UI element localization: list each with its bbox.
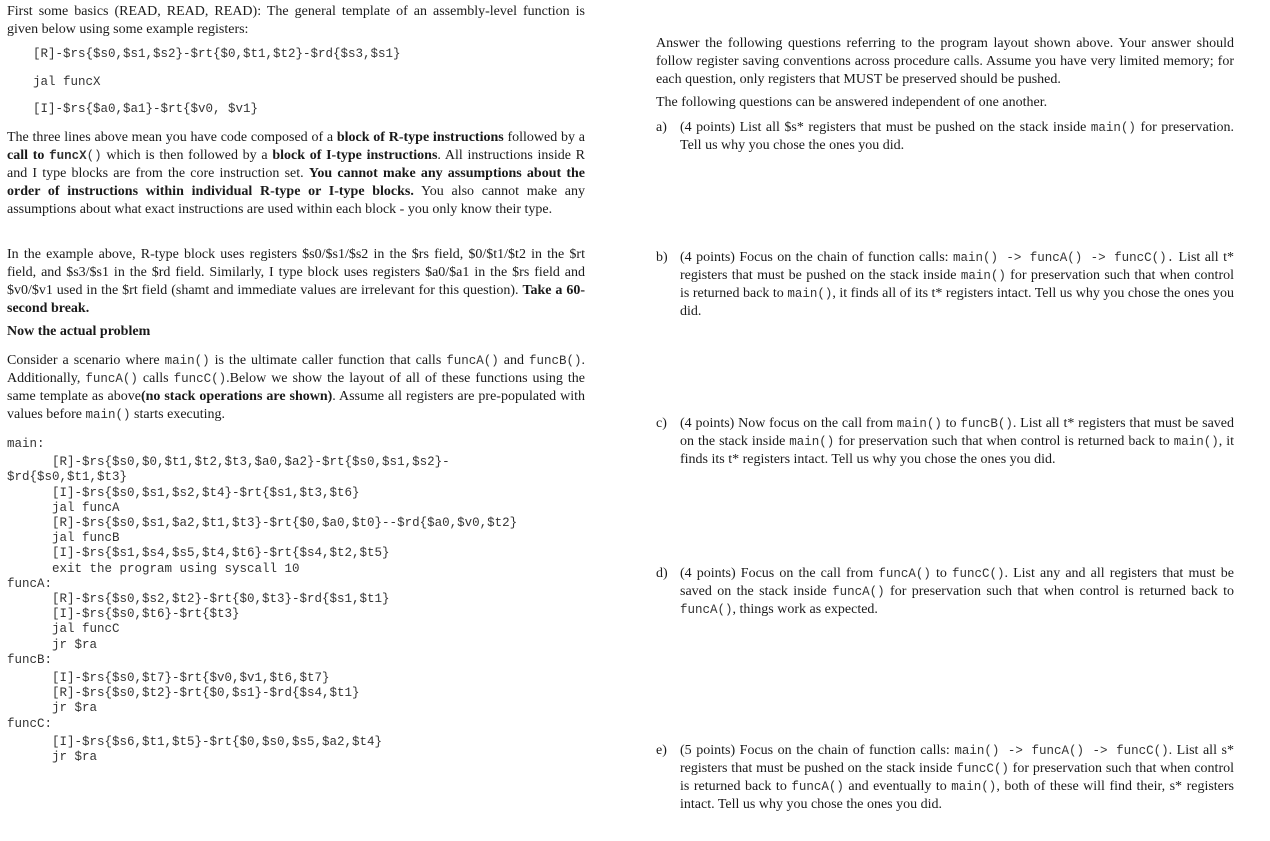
question-e [656, 742, 1234, 814]
funcB-line-2: [R]-$rs{$s0,$t2}-$rt{$0,$s1}-$rd{$s4,$t1} [7, 686, 360, 701]
code-listing [7, 437, 517, 765]
example-jal-line: jal funcX [33, 75, 101, 89]
main-line-4: jal funcA [7, 500, 120, 515]
question-label: c) [656, 416, 667, 431]
question-text: (5 points) Focus on the chain of function calls: main() -> funcA() -> funcC(). List all s* registers that must be pushed on the stack inside funcC() for preservation such that when control is returned back to funcA() and eventually to main(), both of these will find their, s* registers intact. Tell us why you chose the ones you did. [680, 743, 1234, 812]
main-line-1: [R]-$rs{$s0,$0,$t1,$t2,$t3,$a0,$a2}-$rt{$s0,$s1,$s2}- [7, 455, 450, 470]
question-c [656, 415, 1234, 469]
question-label: d) [656, 566, 668, 581]
funcC-line-1: [I]-$rs{$s6,$t1,$t5}-$rt{$0,$s0,$s5,$a2,$t4} [7, 734, 383, 749]
question-b [656, 249, 1234, 321]
funcB-line-1: [I]-$rs{$s0,$t7}-$rt{$v0,$v1,$t6,$t7} [7, 671, 330, 686]
main-line-7: [I]-$rs{$s1,$s4,$s5,$t4,$t6}-$rt{$s4,$t2,$t5} [7, 546, 390, 561]
funcC-label: funcC: [7, 716, 53, 731]
question-text: (4 points) Now focus on the call from main() to funcB(). List all t* registers that must be saved on the stack inside main() for preservation such that when control is returned back to main(), it finds its t* registers intact. Tell us why you chose the ones you did. [680, 416, 1235, 467]
example-explanation: In the example above, R-type block uses registers $s0/$s1/$s2 in the $rs field, $0/$t1/$t2 in the $rt field, and $s3/$s1 in the $rd field. Similarly, I type block uses registers $a0/$a1 in the $rs field and $v0/$v1 used in the $rt field (shamt and immediate values are irrelevant for this question). Take a 60-second break. [7, 247, 586, 316]
question-text: (4 points) Focus on the call from funcA() to funcC(). List any and all registers that must be saved on the stack inside funcA() for preservation such that when control is returned back to funcA(), things work as expected. [680, 566, 1235, 617]
example-r-line: [R]-$rs{$s0,$s1,$s2}-$rt{$0,$t1,$t2}-$rd{$s3,$s1} [33, 47, 401, 61]
funcA-line-1: [R]-$rs{$s0,$s2,$t2}-$rt{$0,$t3}-$rd{$s1,$t1} [7, 592, 390, 607]
main-line-8: exit the program using syscall 10 [7, 561, 300, 576]
funcB-label: funcB: [7, 652, 53, 667]
example-i-line: [I]-$rs{$a0,$a1}-$rt{$v0, $v1} [33, 102, 259, 116]
question-a [656, 119, 1234, 155]
question-label: b) [656, 250, 668, 265]
question-text: (4 points) List all $s* registers that must be pushed on the stack inside main() for preservation. Tell us why you chose the ones you did. [680, 120, 1234, 153]
main-label: main: [7, 437, 45, 451]
question-d [656, 565, 1234, 619]
intro-paragraph: First some basics (READ, READ, READ): The general template of an assembly-level function is given below using some example registers: [7, 4, 585, 37]
main-line-2: $rd{$s0,$t1,$t3} [7, 470, 128, 485]
funcC-line-2: jr $ra [7, 750, 98, 765]
funcA-line-3: jal funcC [7, 622, 120, 637]
funcA-label: funcA: [7, 576, 53, 591]
template-explanation: The three lines above mean you have code composed of a block of R-type instructions followed by a call to funcX() which is then followed by a block of I-type instructions. All instructions inside R and I type blocks are from the core instruction set. You cannot make any assumptions about the order of instructions within individual R-type or I-type blocks. You also cannot make any assumptions about what exact instructions are used within each block - you only know their type. [7, 130, 586, 217]
main-line-5: [R]-$rs{$s0,$s1,$a2,$t1,$t3}-$rt{$0,$a0,$t0}--$rd{$a0,$v0,$t2} [7, 516, 518, 531]
independence-note: The following questions can be answered independent of one another. [656, 95, 1048, 110]
funcA-line-4: jr $ra [7, 637, 98, 652]
question-label: e) [656, 743, 667, 758]
answer-instructions: Answer the following questions referring to the program layout shown above. Your answer should follow register saving conventions across procedure calls. Assume you have very limited memory; for each question, only registers that MUST be preserved should be pushed. [656, 36, 1234, 87]
question-label: a) [656, 120, 667, 135]
problem-description: Consider a scenario where main() is the ultimate caller function that calls funcA() and funcB(). Additionally, funcA() calls funcC().Below we show the layout of all of these functions using the same template as above(no stack operations are shown). Assume all registers are pre-populated with values before main() starts executing. [7, 353, 586, 422]
question-text: (4 points) Focus on the chain of function calls: main() -> funcA() -> funcC(). List all t* registers that must be pushed on the stack inside main() for preservation such that when control is returned back to main(), it finds all of its t* registers intact. Tell us why you chose the ones you did. [680, 250, 1235, 319]
problem-heading: Now the actual problem [7, 324, 151, 339]
main-line-6: jal funcB [7, 531, 120, 546]
funcB-line-3: jr $ra [7, 701, 98, 716]
main-line-3: [I]-$rs{$s0,$s1,$s2,$t4}-$rt{$s1,$t3,$t6} [7, 485, 360, 500]
funcA-line-2: [I]-$rs{$s0,$t6}-$rt{$t3} [7, 607, 240, 622]
